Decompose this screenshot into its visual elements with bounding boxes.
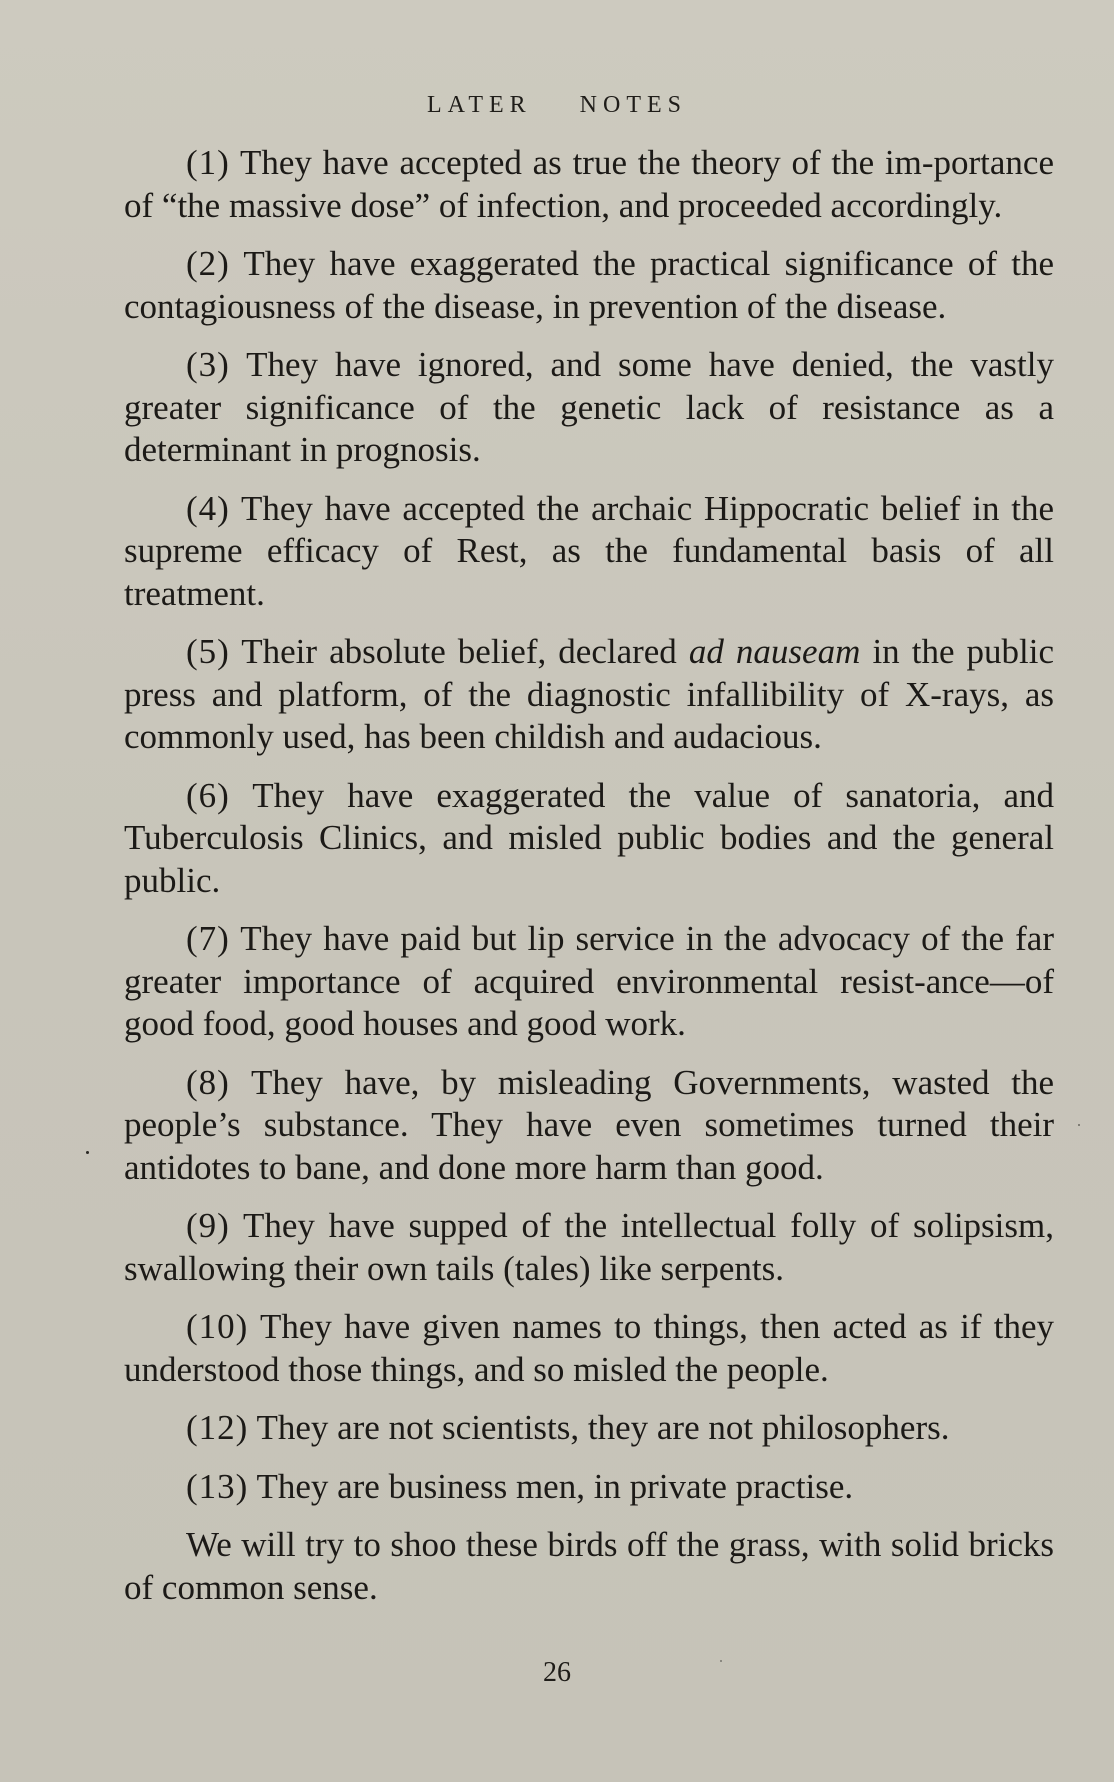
page-body — [124, 142, 1054, 1625]
paragraph-number: (1) — [186, 143, 230, 182]
running-header — [0, 92, 1114, 119]
paragraph-italic-phrase: ad nauseam — [688, 632, 861, 671]
paragraph-number: (12) — [186, 1408, 249, 1447]
paragraph-text: They have, by misleading Governments, wasted the people’s substance. They have even sometimes turned their antidotes to bane, and done more harm than good. — [124, 1062, 1054, 1187]
paragraph-number: (5) — [186, 632, 230, 671]
paragraph-text-after: in the public press and platform, of the diagnostic infallibility of X-rays, as commonly used, has been childish and audacious. — [124, 632, 1055, 756]
page-number: 26 — [543, 1657, 571, 1688]
numbered-paragraph-6 — [124, 775, 1054, 903]
numbered-paragraph-4 — [124, 488, 1054, 616]
paragraph-text: They have ignored, and some have denied, the vastly greater significance of the genetic lack of resistance as a determinant in prognosis. — [124, 345, 1054, 469]
paragraph-text: They have paid but lip service in the advocacy of the far greater importance of acquired environmental resist-ance—of good food, good houses and good work. — [124, 919, 1054, 1043]
paper-speck — [1078, 1124, 1080, 1126]
numbered-paragraph-12 — [124, 1407, 1054, 1450]
numbered-paragraph-13 — [124, 1466, 1054, 1509]
numbered-paragraph-1 — [124, 142, 1054, 227]
paragraph-number: (6) — [186, 775, 230, 815]
paragraph-number: (8) — [186, 1062, 230, 1102]
paragraph-number: (3) — [186, 345, 230, 384]
paper-speck — [720, 1660, 722, 1662]
numbered-paragraph-5 — [124, 631, 1054, 759]
numbered-paragraph-10 — [124, 1306, 1054, 1391]
paragraph-text: They have exaggerated the practical significance of the contagiousness of the disease, in prevention of the disease. — [124, 244, 1054, 326]
paragraph-text: They have accepted as true the theory of the im-portance of “the massive dose” of infection, and proceeded accordingly. — [124, 143, 1054, 225]
paragraph-text-before: Their absolute belief, declared — [241, 632, 677, 671]
paragraph-number: (7) — [186, 919, 230, 958]
numbered-paragraph-2 — [124, 243, 1054, 328]
numbered-paragraph-7 — [124, 918, 1054, 1046]
numbered-paragraph-8 — [124, 1062, 1054, 1190]
paragraph-text: They have accepted the archaic Hippocratic belief in the supreme efficacy of Rest, as the fundamental basis of all treatment. — [124, 488, 1054, 613]
paragraph-number: (4) — [186, 488, 230, 528]
paper-speck — [86, 1151, 89, 1154]
paragraph-number: (13) — [186, 1466, 249, 1506]
running-header-word-1: LATER — [426, 92, 532, 118]
paragraph-number: (9) — [186, 1206, 230, 1245]
paragraph-number: (10) — [186, 1307, 249, 1346]
closing-paragraph — [124, 1524, 1054, 1609]
closing-text: We will try to shoo these birds off the grass, with solid bricks of common sense. — [124, 1525, 1054, 1607]
paragraph-text: They have exaggerated the value of sanatoria, and Tuberculosis Clinics, and misled public bodies and the general public. — [124, 775, 1055, 900]
running-header-word-2: NOTES — [579, 92, 687, 118]
paragraph-text: They have supped of the intellectual folly of solipsism, swallowing their own tails (tales) like serpents. — [124, 1206, 1054, 1288]
paragraph-text: They have given names to things, then acted as if they understood those things, and so misled the people. — [124, 1307, 1054, 1389]
paragraph-text: They are business men, in private practise. — [256, 1466, 854, 1506]
paragraph-number: (2) — [186, 244, 230, 283]
numbered-paragraph-9 — [124, 1205, 1054, 1290]
paragraph-text: They are not scientists, they are not philosophers. — [256, 1408, 950, 1447]
numbered-paragraph-3 — [124, 344, 1054, 472]
